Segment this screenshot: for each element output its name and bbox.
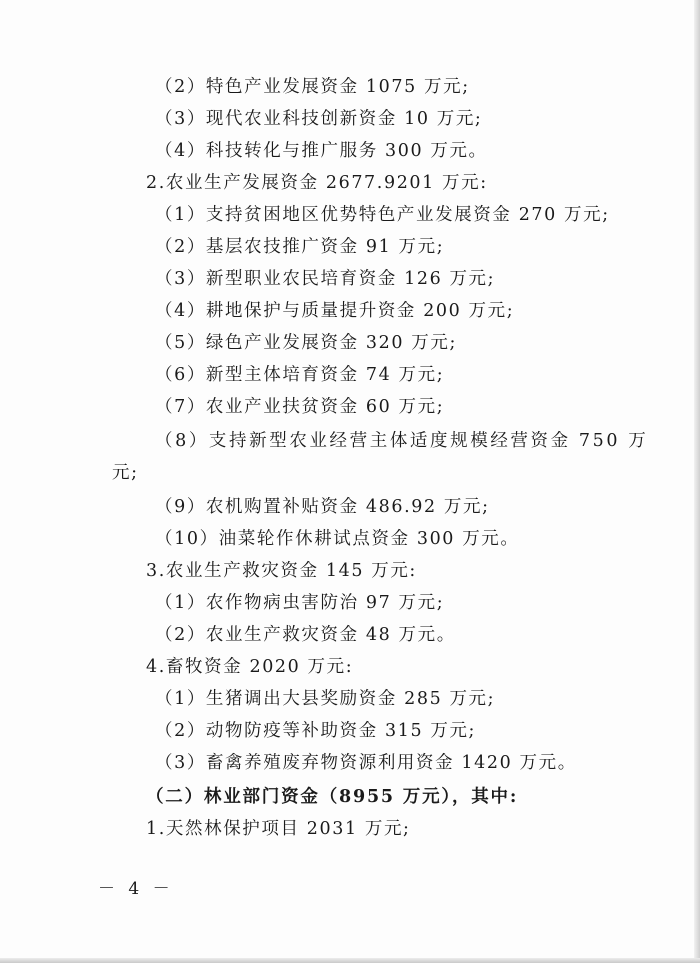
text-line: （8）支持新型农业经营主体适度规模经营资金 750 万 xyxy=(155,431,649,451)
text-line: （6）新型主体培育资金 74 万元; xyxy=(155,365,445,385)
text-line: （3）新型职业农民培育资金 126 万元; xyxy=(155,269,496,289)
text-line: （3）畜禽养殖废弃物资源利用资金 1420 万元。 xyxy=(155,753,577,773)
text-line: （2）动物防疫等补助资金 315 万元; xyxy=(155,721,477,741)
section-heading: 1.天然林保护项目 2031 万元; xyxy=(146,819,411,839)
text-line-continuation: 元; xyxy=(112,463,139,483)
text-line: （5）绿色产业发展资金 320 万元; xyxy=(155,333,457,353)
text-line: （3）现代农业科技创新资金 10 万元; xyxy=(155,109,483,129)
section-heading: 4.畜牧资金 2020 万元: xyxy=(146,657,354,677)
section-heading: 3.农业生产救灾资金 145 万元: xyxy=(146,561,417,581)
text-line: （1）农作物病虫害防治 97 万元; xyxy=(155,593,445,613)
text-line: （1）生猪调出大县奖励资金 285 万元; xyxy=(155,689,496,709)
scan-edge xyxy=(694,0,700,963)
text-line: （1）支持贫困地区优势特色产业发展资金 270 万元; xyxy=(155,205,610,225)
text-line: （2）基层农技推广资金 91 万元; xyxy=(155,237,445,257)
text-line: （9）农机购置补贴资金 486.92 万元; xyxy=(155,497,490,517)
text-line: （2）特色产业发展资金 1075 万元; xyxy=(155,77,470,97)
text-line: （10）油菜轮作休耕试点资金 300 万元。 xyxy=(155,529,520,549)
page-number: － 4 － xyxy=(98,879,174,899)
scan-edge xyxy=(0,958,700,963)
text-line: （7）农业产业扶贫资金 60 万元; xyxy=(155,397,445,417)
text-line: （4）科技转化与推广服务 300 万元。 xyxy=(155,141,488,161)
section-heading: 2.农业生产发展资金 2677.9201 万元: xyxy=(146,173,488,193)
text-line: （2）农业生产救灾资金 48 万元。 xyxy=(155,625,456,645)
subsection-heading: （二）林业部门资金（8955 万元），其中: xyxy=(146,787,519,807)
text-line: （4）耕地保护与质量提升资金 200 万元; xyxy=(155,301,515,321)
